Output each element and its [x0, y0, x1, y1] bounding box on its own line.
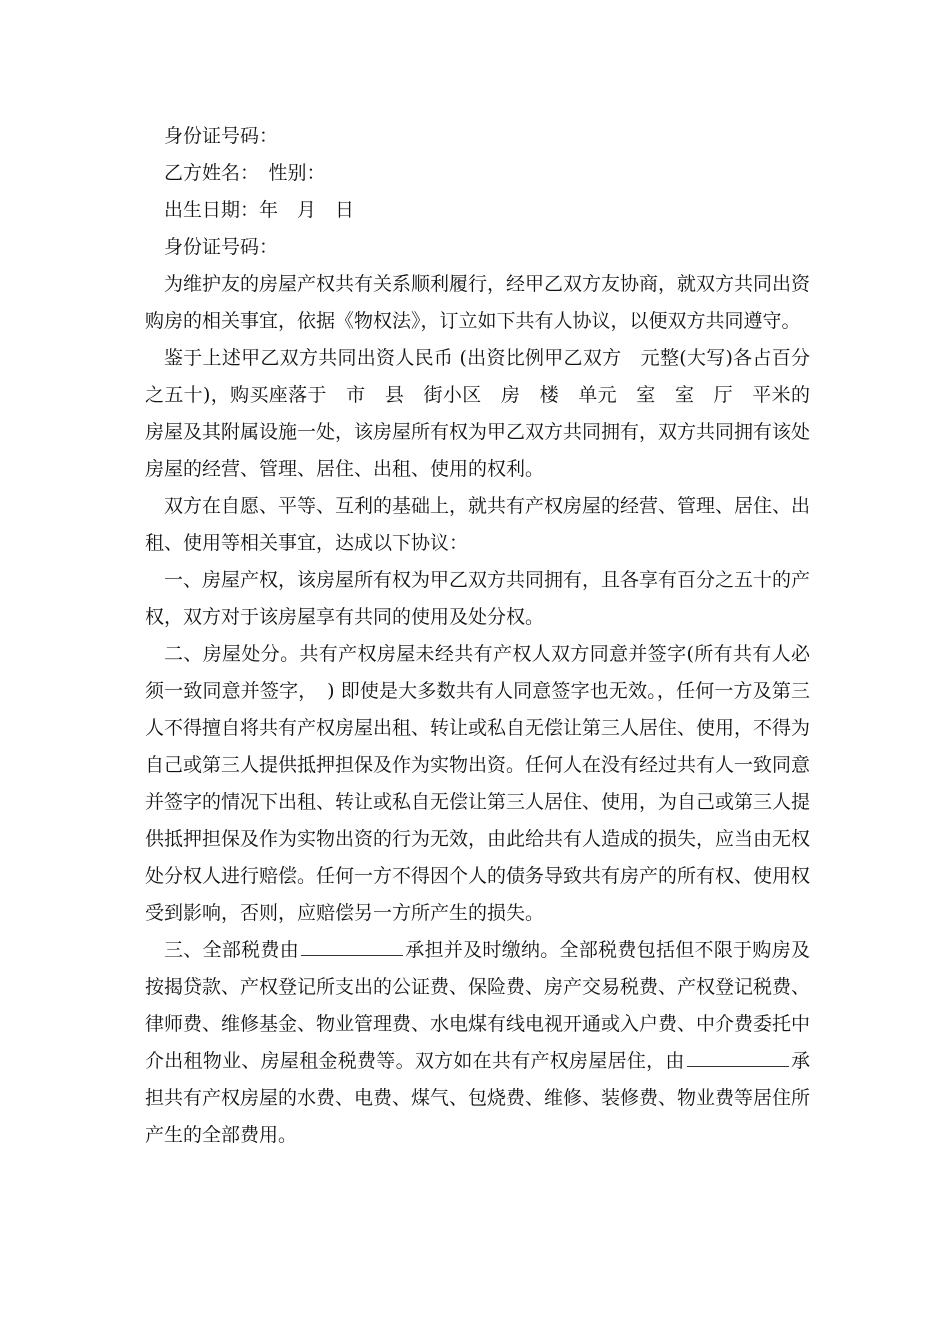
taxes-payer-blank — [301, 954, 403, 956]
clause-3-text-b: 承担并及时缴纳。全部税费包括但不限于购房及按揭贷款、产权登记所支出的公证费、保险费、房产交易税费、产权登记税费、律师费、维修基金、物业管理费、水电煤有线电视开通或入户费、中介费委托中介出租物业、房屋租金税费等。双方如在共有产权房屋居住，由 — [145, 939, 811, 1072]
party-b-id-number: 身份证号码： — [164, 236, 279, 258]
clause-2-disposal: 二、房屋处分。共有产权房屋未经共有产权人双方同意并签字(所有共有人必须一致同意并签字， ) 即使是大多数共有人同意签字也无效。，任何一方及第三人不得擅自将共有产权房屋出租、转让或私自无偿让第三人居住、使用，不得为自己或第三人提供抵押担保及作为实物出资。任何人在没有经过共有人一致同意并签字的情况下出租、转让或私自无偿让第三人居住、使用，为自己或第三人提供抵押担保及作为实物出资的行为无效，由此给共有人造成的损失，应当由无权处分权人进行赔偿。任何一方不得因个人的债务导致共有房产的所有权、使用权受到影响，否则，应赔偿另一方所产生的损失。 — [145, 643, 811, 924]
intro-paragraph: 为维护友的房屋产权共有关系顺利履行，经甲乙双方友协商，就双方共同出资购房的相关事宜，依据《物权法》，订立如下共有人协议，以便双方共同遵守。 — [145, 273, 811, 332]
party-a-id-number: 身份证号码： — [164, 125, 279, 147]
document-body — [145, 118, 810, 1154]
party-b-birth-date: 出生日期：年 月 日 — [164, 199, 355, 221]
agreement-intro-paragraph: 双方在自愿、平等、互利的基础上，就共有产权房屋的经营、管理、居住、出租、使用等相关事宜，达成以下协议： — [145, 495, 811, 554]
party-b-name-gender: 乙方姓名： 性别： — [164, 162, 326, 184]
whereas-paragraph: 鉴于上述甲乙双方共同出资人民币 (出资比例甲乙双方 元整(大写)各占百分之五十)，购买座落于 市 县 街小区 房 楼 单元 室 室 厅 平米的房屋及其附属设施一处，该房屋所有权为甲乙双方共同拥有，双方共同拥有该处房屋的经营、管理、居住、出租、使用的权利。 — [145, 347, 811, 480]
living-costs-payer-blank — [687, 1065, 789, 1067]
clause-3-taxes — [145, 932, 810, 1154]
clause-3-text-c: 承担共有产权房屋的水费、电费、煤气、包烧费、维修、装修费、物业费等居住所产生的全部费用。 — [145, 1050, 811, 1146]
clause-3-text-a: 三、全部税费由 — [164, 939, 299, 961]
clause-1-property-rights: 一、房屋产权，该房屋所有权为甲乙双方共同拥有，且各享有百分之五十的产权，双方对于该房屋享有共同的使用及处分权。 — [145, 569, 811, 628]
